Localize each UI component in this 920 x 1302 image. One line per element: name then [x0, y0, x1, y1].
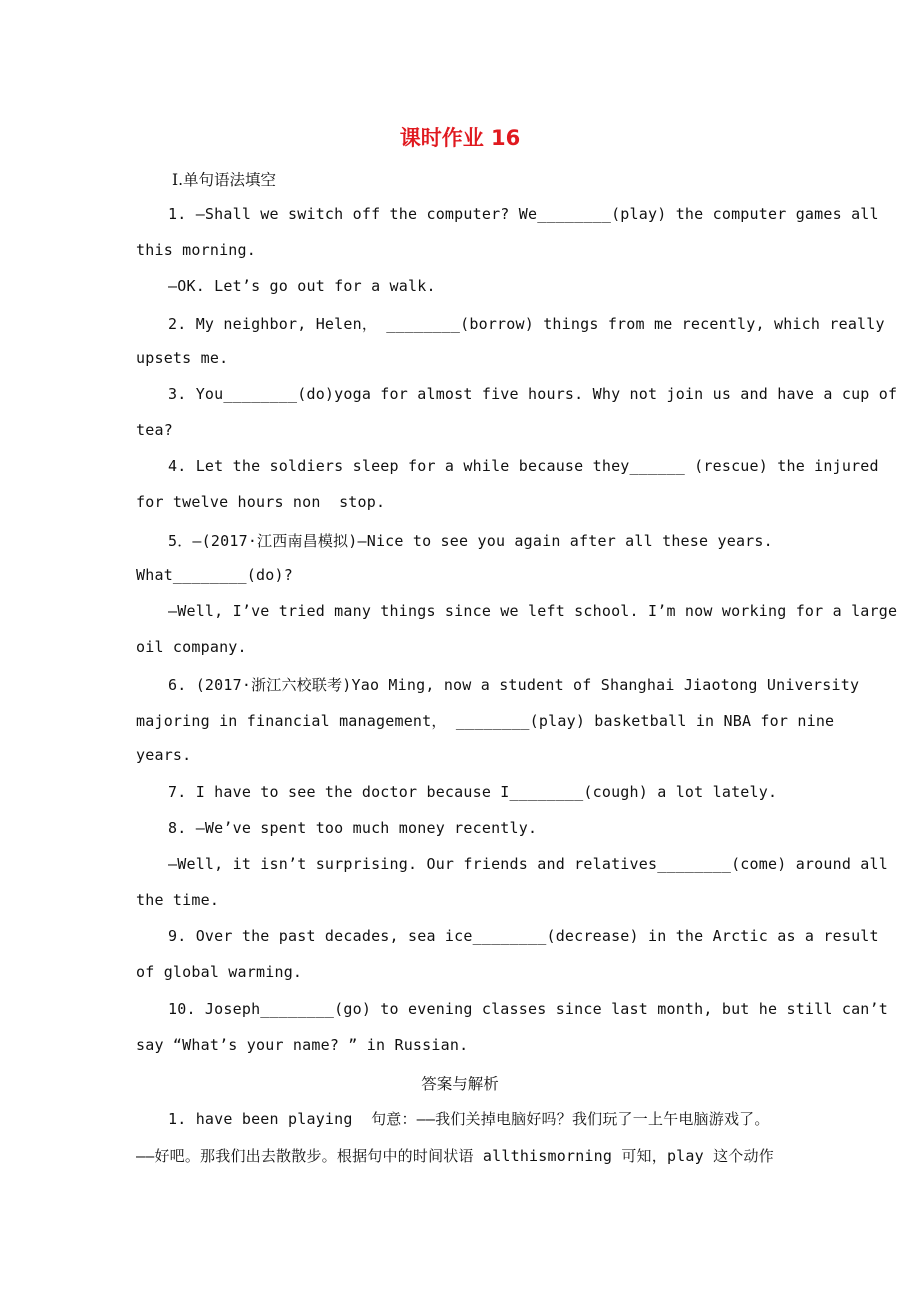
q4-line2: for twelve hours non stop.: [136, 493, 386, 511]
q5-line4: oil company.: [136, 638, 247, 656]
q10-line2: say “What’s your name? ” in Russian.: [136, 1036, 469, 1054]
q2-line1: 2. My neighbor, Helen， ________(borrow) things from me recently, which really: [168, 315, 885, 333]
q5-line2: What________(do)?: [136, 566, 293, 584]
q7-line1: 7. I have to see the doctor because I________(cough) a lot lately.: [168, 783, 778, 801]
q3-line1: 3. You________(do)yoga for almost five hours. Why not join us and have a cup of: [168, 385, 898, 403]
q9-line2: of global warming.: [136, 963, 303, 981]
q6-line1: 6. (2017·浙江六校联考)Yao Ming, now a student of Shanghai Jiaotong University: [168, 676, 860, 694]
q8-line1: 8. —We’ve spent too much money recently.: [168, 819, 538, 837]
answer1-line2: ——好吧。那我们出去散散步。根据句中的时间状语 allthismorning 可知，play 这个动作: [136, 1147, 774, 1165]
q1-line3: —OK. Let’s go out for a walk.: [168, 277, 436, 295]
answer1-line1: 1. have been playing 句意：——我们关掉电脑好吗？我们玩了一上午电脑游戏了。: [168, 1110, 770, 1128]
q1-line2: this morning.: [136, 241, 256, 259]
q5-line1: 5．—(2017·江西南昌模拟)—Nice to see you again after all these years.: [168, 532, 773, 550]
q8-line2: —Well, it isn’t surprising. Our friends and relatives________(come) around all: [168, 855, 888, 873]
q3-line2: tea?: [136, 421, 173, 439]
q9-line1: 9. Over the past decades, sea ice________(decrease) in the Arctic as a result: [168, 927, 879, 945]
q6-line3: years.: [136, 746, 192, 764]
answers-heading: 答案与解析: [421, 1075, 499, 1093]
q10-line1: 10. Joseph________(go) to evening classes since last month, but he still can’t: [168, 1000, 888, 1018]
q6-line2: majoring in financial management， ________(play) basketball in NBA for nine: [136, 712, 835, 730]
q1-line1: 1. —Shall we switch off the computer? We________(play) the computer games all: [168, 205, 879, 223]
q5-line3: —Well, I’ve tried many things since we left school. I’m now working for a large: [168, 602, 898, 620]
q2-line2: upsets me.: [136, 349, 229, 367]
section-heading: Ⅰ.单句语法填空: [172, 171, 277, 189]
page-title: 课时作业 16: [399, 126, 521, 150]
q8-line3: the time.: [136, 891, 220, 909]
q4-line1: 4. Let the soldiers sleep for a while because they______ (rescue) the injured: [168, 457, 879, 475]
